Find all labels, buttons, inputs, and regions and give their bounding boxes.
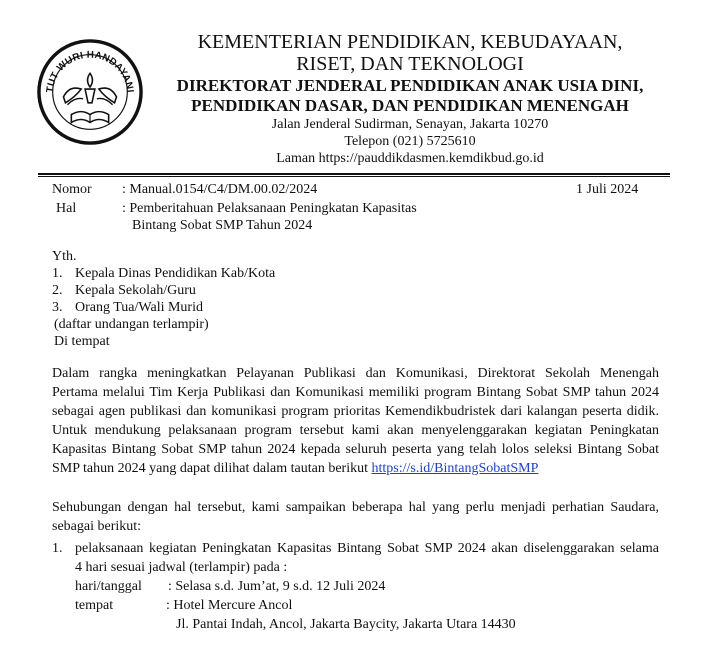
point1-place-value: : Hotel Mercure Ancol [166,598,293,613]
svg-text:TUT WURI HANDAYANI: TUT WURI HANDAYANI [44,49,136,94]
website: Laman https://pauddikdasmen.kemdikbud.go.id [276,151,544,166]
address: Jalan Jenderal Sudirman, Senayan, Jakarta 10270 [271,117,549,132]
bintang-sobat-link[interactable]: https://s.id/BintangSobatSMP [371,461,539,476]
paragraph1-line-3: sebagai agen publikasi dan komunikasi program prioritas Kemendikbudristek dari kalangan peserta didik. [52,404,659,419]
phone: Telepon (021) 5725610 [344,134,476,149]
nomor-value: : Manual.0154/C4/DM.00.02/2024 [122,182,318,197]
paragraph1-line-1: Dalam rangka meningkatkan Pelayanan Publikasi dan Komunikasi, Direktorat Sekolah Menengah [52,366,659,381]
recipients-place: Di tempat [54,334,110,349]
recipient-text-3: Orang Tua/Wali Murid [75,300,203,315]
point1-date-label: hari/tanggal [75,579,142,594]
point1-place-label: tempat [75,598,114,613]
hal-label: Hal [56,201,77,216]
recipient-text-2: Kepala Sekolah/Guru [75,283,196,298]
point1-line-2: 4 hari sesuai jadwal (terlampir) pada : [75,560,288,575]
point1-date-value: : Selasa s.d. Jum’at, 9 s.d. 12 Juli 2024 [168,579,386,594]
paragraph1-line-6 [52,461,538,477]
hal-value-line-1: : Pemberitahuan Pelaksanaan Peningkatan Kapasitas [122,201,417,216]
point1-place-address: Jl. Pantai Indah, Ancol, Jakarta Baycity, Jakarta Utara 14430 [176,617,516,632]
ministry-line-2: RISET, DAN TEKNOLOGI [296,53,524,75]
point1-num: 1. [52,541,63,556]
recipient-text-1: Kepala Dinas Pendidikan Kab/Kota [75,266,276,281]
salutation: Yth. [52,249,77,264]
directorate-line-1: DIREKTORAT JENDERAL PENDIDIKAN ANAK USIA DINI, [176,76,644,95]
paragraph1-line-5: Kapasitas Bintang Sobat SMP tahun 2024 kepada seluruh peserta yang telah lolos seleksi Bintang Sobat [52,442,659,457]
paragraph1-line-4: Untuk mendukung pelaksanaan program tersebut kami akan menyelenggarakan kegiatan Peningkatan [52,423,659,438]
paragraph1-line-2: Pertama melalui Tim Kerja Publikasi dan Komunikasi memiliki program Bintang Sobat SMP tahun 2024 [52,385,659,400]
recipient-num-1: 1. [52,266,63,281]
paragraph1-last-text: SMP tahun 2024 yang dapat dilihat dalam tautan berikut [52,461,372,476]
tut-wuri-handayani-logo [36,38,144,146]
hal-value-line-2: Bintang Sobat SMP Tahun 2024 [132,218,313,233]
header-rule-thick [38,173,670,175]
header-rule-thin [38,176,670,177]
paragraph2-line-1: Sehubungan dengan hal tersebut, kami sampaikan beberapa hal yang perlu menjadi perhatian Saudara, [52,500,659,515]
recipient-num-3: 3. [52,300,63,315]
directorate-line-2: PENDIDIKAN DASAR, DAN PENDIDIKAN MENENGAH [191,96,629,115]
ministry-line-1: KEMENTERIAN PENDIDIKAN, KEBUDAYAAN, [197,31,623,53]
letter-date: 1 Juli 2024 [576,182,639,197]
point1-line-1: pelaksanaan kegiatan Peningkatan Kapasitas Bintang Sobat SMP 2024 akan diselenggarakan selama [75,541,659,556]
paragraph2-line-2: sebagai berikut: [52,519,142,534]
recipients-note: (daftar undangan terlampir) [54,317,209,332]
recipient-num-2: 2. [52,283,63,298]
nomor-label: Nomor [52,182,92,197]
